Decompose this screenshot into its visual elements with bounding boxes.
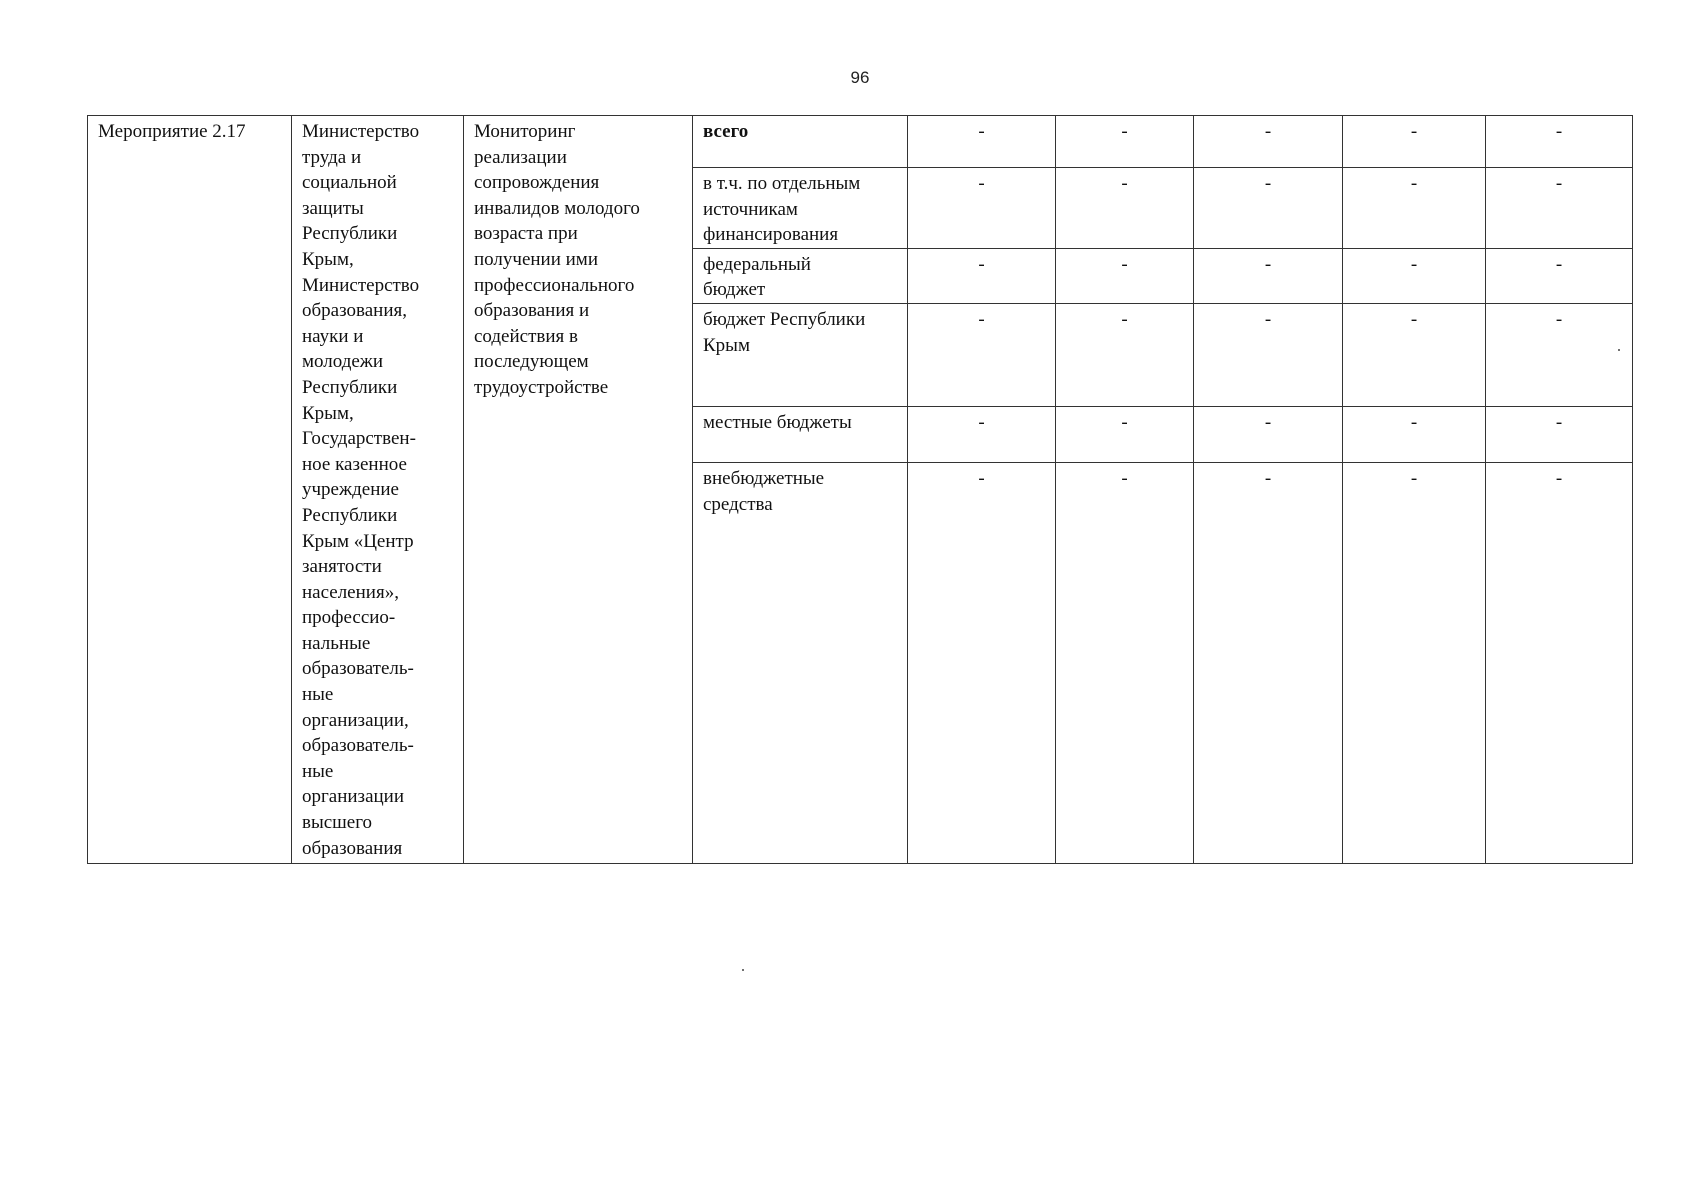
responsible-line: образования, — [302, 300, 407, 322]
value-cell: - — [1486, 248, 1633, 303]
funding-source-line: бюджет — [703, 279, 766, 301]
funding-source-line: федеральный — [703, 253, 811, 275]
funding-source-republic — [693, 303, 908, 406]
funding-source-line: в т.ч. по отдельным — [703, 173, 861, 194]
scan-speck — [1618, 349, 1620, 351]
responsible-line: Крым, — [302, 402, 354, 424]
description-line: профессионального — [474, 274, 635, 296]
value-cell: - — [1194, 462, 1343, 863]
responsible-line: молодежи — [302, 351, 384, 373]
value-cell: - — [1343, 116, 1486, 168]
responsible-line: профессио- — [302, 607, 396, 629]
responsible-line: организации — [302, 786, 405, 808]
value-cell: - — [1056, 303, 1194, 406]
description-line: последующем — [474, 351, 589, 373]
funding-row — [88, 116, 1633, 168]
event-cell — [88, 116, 292, 864]
value-cell: - — [1194, 116, 1343, 168]
value-cell: - — [1056, 462, 1194, 863]
responsible-line: труда и — [302, 146, 362, 168]
scan-speck — [742, 969, 744, 971]
value-cell: - — [1486, 116, 1633, 168]
funding-source-line: внебюджетные — [703, 467, 825, 489]
value-cell: - — [1343, 462, 1486, 863]
description-line: сопровождения — [474, 172, 600, 194]
funding-source-line: Крым — [703, 334, 750, 356]
value-cell: - — [1486, 168, 1633, 249]
responsible-line: Республики — [302, 223, 398, 245]
funding-source-total — [693, 116, 908, 168]
responsible-line: учреждение — [302, 479, 399, 501]
value-cell: - — [1056, 168, 1194, 249]
value-cell: - — [1486, 406, 1633, 462]
responsible-line: ные — [302, 760, 334, 782]
value-cell: - — [1056, 248, 1194, 303]
value-cell: - — [908, 462, 1056, 863]
responsible-line: Крым, — [302, 248, 354, 270]
value-cell: - — [1343, 168, 1486, 249]
funding-source-line: местные бюджеты — [703, 411, 852, 433]
description-cell — [464, 116, 693, 864]
value-cell: - — [1343, 248, 1486, 303]
value-cell: - — [1056, 406, 1194, 462]
value-cell: - — [1056, 116, 1194, 168]
funding-source-local — [693, 406, 908, 462]
funding-source-line: бюджет Республики — [703, 308, 866, 330]
value-cell: - — [1194, 406, 1343, 462]
funding-source-line: средства — [703, 493, 773, 515]
value-cell: - — [1343, 303, 1486, 406]
responsible-line: Государствен- — [302, 428, 416, 450]
value-cell: - — [1486, 303, 1633, 406]
responsible-line: нальные — [302, 632, 371, 654]
value-cell: - — [1486, 462, 1633, 863]
funding-source-extrabudgetary — [693, 462, 908, 863]
responsible-line: образователь- — [302, 735, 414, 757]
page-number: 96 — [850, 68, 870, 87]
value-cell: - — [908, 303, 1056, 406]
responsible-line: ное казенное — [302, 453, 407, 475]
description-line: получении ими — [474, 248, 599, 270]
responsible-line: защиты — [302, 197, 364, 219]
funding-source-federal — [693, 248, 908, 303]
responsible-line: Министерство — [302, 274, 420, 296]
value-cell: - — [908, 168, 1056, 249]
value-cell: - — [908, 406, 1056, 462]
description-line: реализации — [474, 146, 567, 168]
description-line: Мониторинг — [474, 121, 576, 142]
responsible-line: ные — [302, 684, 334, 706]
description-line: образования и — [474, 300, 590, 322]
description-line: возраста при — [474, 223, 578, 245]
funding-source-line: всего — [703, 121, 749, 142]
responsible-line: образования — [302, 837, 403, 859]
responsible-line: Министерство — [302, 121, 420, 142]
responsible-line: Крым «Центр — [302, 530, 414, 552]
value-cell: - — [1194, 168, 1343, 249]
description-line: трудоустройстве — [474, 376, 609, 398]
responsible-line: социальной — [302, 172, 397, 194]
responsible-cell — [292, 116, 464, 864]
description-line: содействия в — [474, 325, 578, 347]
description-line: инвалидов молодого — [474, 197, 640, 219]
responsible-line: организации, — [302, 709, 409, 731]
activity-table — [87, 115, 1633, 864]
responsible-line: Республики — [302, 376, 398, 398]
responsible-line: науки и — [302, 325, 364, 347]
responsible-line: населения», — [302, 581, 399, 603]
value-cell: - — [908, 248, 1056, 303]
event-label: Мероприятие 2.17 — [98, 121, 246, 142]
responsible-line: занятости — [302, 556, 382, 578]
funding-source-line: финансирования — [703, 224, 839, 246]
responsible-line: образователь- — [302, 658, 414, 680]
value-cell: - — [1343, 406, 1486, 462]
value-cell: - — [908, 116, 1056, 168]
responsible-line: высшего — [302, 812, 373, 834]
funding-source-including — [693, 168, 908, 249]
responsible-line: Республики — [302, 504, 398, 526]
value-cell: - — [1194, 303, 1343, 406]
value-cell: - — [1194, 248, 1343, 303]
funding-source-line: источникам — [703, 198, 798, 220]
